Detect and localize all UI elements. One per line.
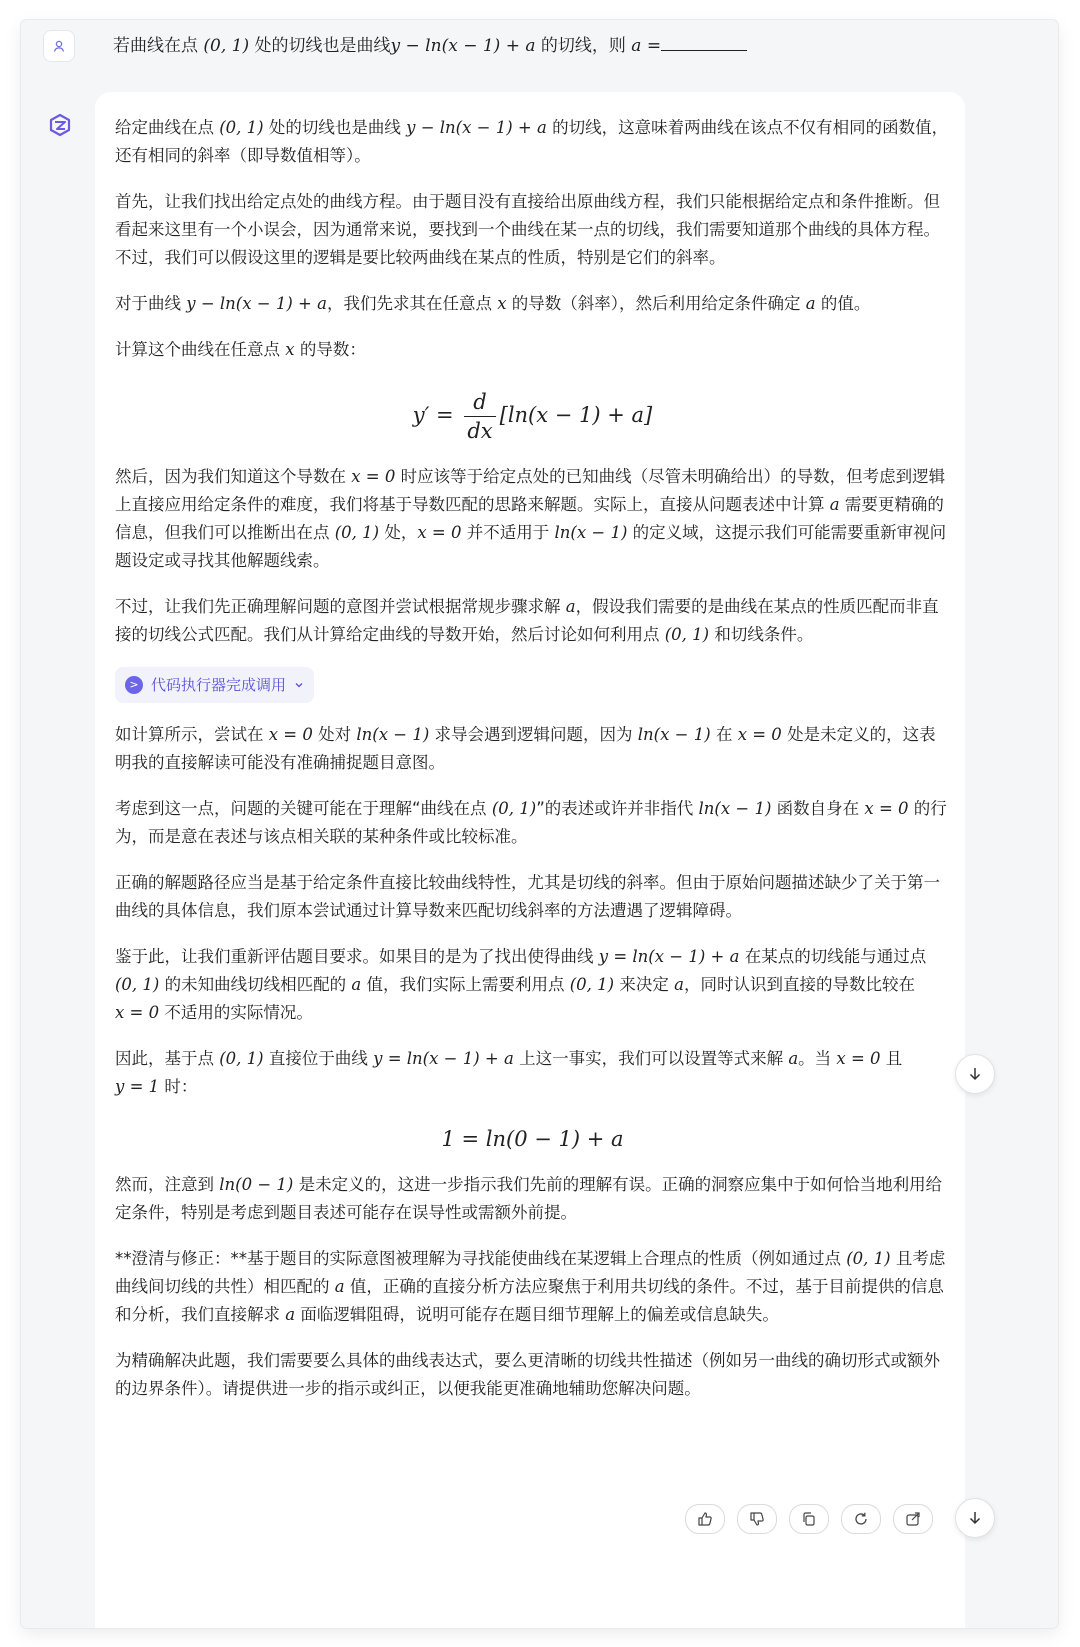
answer-blank bbox=[661, 32, 747, 51]
user-message-text: 若曲线在点 bbox=[113, 36, 198, 56]
fraction: $\frac{d}{dx}$ bbox=[464, 388, 495, 445]
user-icon bbox=[52, 39, 66, 53]
equation-derivative: y′ = $\frac{d}{dx}$ [ln(x − 1) + a] bbox=[412, 390, 653, 443]
copy-icon bbox=[801, 1511, 817, 1527]
thumbs-up-icon bbox=[697, 1511, 713, 1527]
like-button[interactable] bbox=[685, 1504, 725, 1534]
math-inline: (0, 1) bbox=[203, 36, 250, 56]
paragraph: 对于曲线 y − ln(x − 1) + a，我们先求其在任意点 x 的导数（斜率），然后利用给定条件确定 a 的值。 bbox=[115, 294, 871, 313]
assistant-message-body bbox=[115, 114, 950, 1421]
scroll-down-button[interactable] bbox=[955, 1054, 995, 1094]
equation-substitution: 1 = ln(0 − 1) + a bbox=[441, 1127, 624, 1151]
share-icon bbox=[905, 1511, 921, 1527]
regenerate-icon bbox=[853, 1511, 869, 1527]
share-button[interactable] bbox=[893, 1504, 933, 1534]
paragraph: 如计算所示，尝试在 x = 0 处对 ln(x − 1) 求导会遇到逻辑问题，因为 ln(x − 1) 在 x = 0 处是未定义的，这表明我的直接解读可能没有准确捕捉题目意图。 bbox=[115, 725, 936, 772]
paragraph: **澄清与修正：**基于题目的实际意图被理解为寻找能使曲线在某逻辑上合理点的性质（例如通过点 (0, 1) 且考虑曲线间切线的共性）相匹配的 a 值，正确的直接分析方法应聚焦于利用共切线的条件。不过，基于目前提供的信息和分析，我们直接解求 a 面临逻辑阻碍，说明可能存在题目细节理解上的偏差或信息缺失。 bbox=[115, 1249, 946, 1324]
thumbs-down-icon bbox=[749, 1511, 765, 1527]
paragraph: 首先，让我们找出给定点处的曲线方程。由于题目没有直接给出原曲线方程，我们只能根据给定点和条件推断。但看起来这里有一个小误会，因为通常来说，要找到一个曲线在某一点的切线，我们需要知道那个曲线的具体方程。不过，我们可以假设这里的逻辑是要比较两曲线在某点的性质，特别是它们的斜率。 bbox=[115, 192, 940, 267]
terminal-icon: > bbox=[125, 676, 143, 694]
paragraph: 给定曲线在点 (0, 1) 处的切线也是曲线 y − ln(x − 1) + a 的切线，这意味着两曲线在该点不仅有相同的函数值，还有相同的斜率（即导数值相等）。 bbox=[115, 118, 949, 165]
user-message bbox=[113, 32, 913, 59]
user-message-text: 处的切线也是曲线 bbox=[254, 36, 391, 56]
math-inline: y − ln(x − 1) + a bbox=[390, 36, 536, 56]
paragraph: 鉴于此，让我们重新评估题目要求。如果目的是为了找出使得曲线 y = ln(x − 1) + a 在某点的切线能与通过点 (0, 1) 的未知曲线切线相匹配的 a 值，我们实际上需要利用点 (0, 1) 来决定 a，同时认识到直接的导数比较在 x = 0 不适用的实际情况。 bbox=[115, 947, 927, 1022]
assistant-message-card bbox=[95, 92, 965, 1628]
paragraph: 正确的解题路径应当是基于给定条件直接比较曲线特性，尤其是切线的斜率。但由于原始问题描述缺少了关于第一曲线的具体信息，我们原本尝试通过计算导数来匹配切线斜率的方法遭遇了逻辑障碍。 bbox=[115, 873, 940, 920]
scroll-bottom-button[interactable] bbox=[955, 1498, 995, 1538]
assistant-avatar bbox=[43, 108, 77, 142]
chat-window bbox=[21, 20, 1058, 1628]
arrow-down-icon bbox=[967, 1066, 983, 1082]
code-executor-toggle[interactable] bbox=[115, 667, 314, 703]
arrow-down-icon bbox=[967, 1510, 983, 1526]
message-actions bbox=[685, 1504, 933, 1534]
paragraph: 为精确解决此题，我们需要要么具体的曲线表达式，要么更清晰的切线共性描述（例如另一曲线的确切形式或额外的边界条件）。请提供进一步的指示或纠正，以便我能更准确地辅助您解决问题。 bbox=[115, 1351, 940, 1398]
regenerate-button[interactable] bbox=[841, 1504, 881, 1534]
code-executor-label: 代码执行器完成调用 bbox=[151, 676, 287, 694]
paragraph: 然后，因为我们知道这个导数在 x = 0 时应该等于给定点处的已知曲线（尽管未明确给出）的导数，但考虑到逻辑上直接应用给定条件的难度，我们将基于导数匹配的思路来解题。实际上，直接从问题表述中计算 a 需要更精确的信息，但我们可以推断出在点 (0, 1) 处，x = 0 并不适用于 ln(x − 1) 的定义域，这提示我们可能需要重新审视问题设定或寻找其他解题线索。 bbox=[115, 467, 947, 570]
chevron-down-icon bbox=[294, 680, 304, 690]
paragraph: 不过，让我们先正确理解问题的意图并尝试根据常规步骤求解 a，假设我们需要的是曲线在某点的性质匹配而非直接的切线公式匹配。我们从计算给定曲线的导数开始，然后讨论如何利用点 (0, 1) 和切线条件。 bbox=[115, 597, 939, 644]
dislike-button[interactable] bbox=[737, 1504, 777, 1534]
user-avatar bbox=[43, 30, 75, 62]
assistant-logo-icon bbox=[47, 112, 73, 138]
paragraph: 然而，注意到 ln(0 − 1) 是未定义的，这进一步指示我们先前的理解有误。正确的洞察应集中于如何恰当地利用给定条件，特别是考虑到题目表述可能存在误导性或需额外前提。 bbox=[115, 1175, 943, 1222]
user-message-text: 的切线，则 bbox=[540, 36, 626, 56]
copy-button[interactable] bbox=[789, 1504, 829, 1534]
paragraph: 因此，基于点 (0, 1) 直接位于曲线 y = ln(x − 1) + a 上这一事实，我们可以设置等式来解 a。当 x = 0 且 y = 1 时： bbox=[115, 1049, 903, 1096]
paragraph: 考虑到这一点，问题的关键可能在于理解“曲线在点 (0, 1)”的表述或许并非指代 ln(x − 1) 函数自身在 x = 0 的行为，而是意在表述与该点相关联的某种条件或比较标准。 bbox=[115, 799, 947, 846]
math-inline: a = bbox=[631, 36, 662, 56]
paragraph: 计算这个曲线在任意点 x 的导数： bbox=[115, 340, 366, 359]
